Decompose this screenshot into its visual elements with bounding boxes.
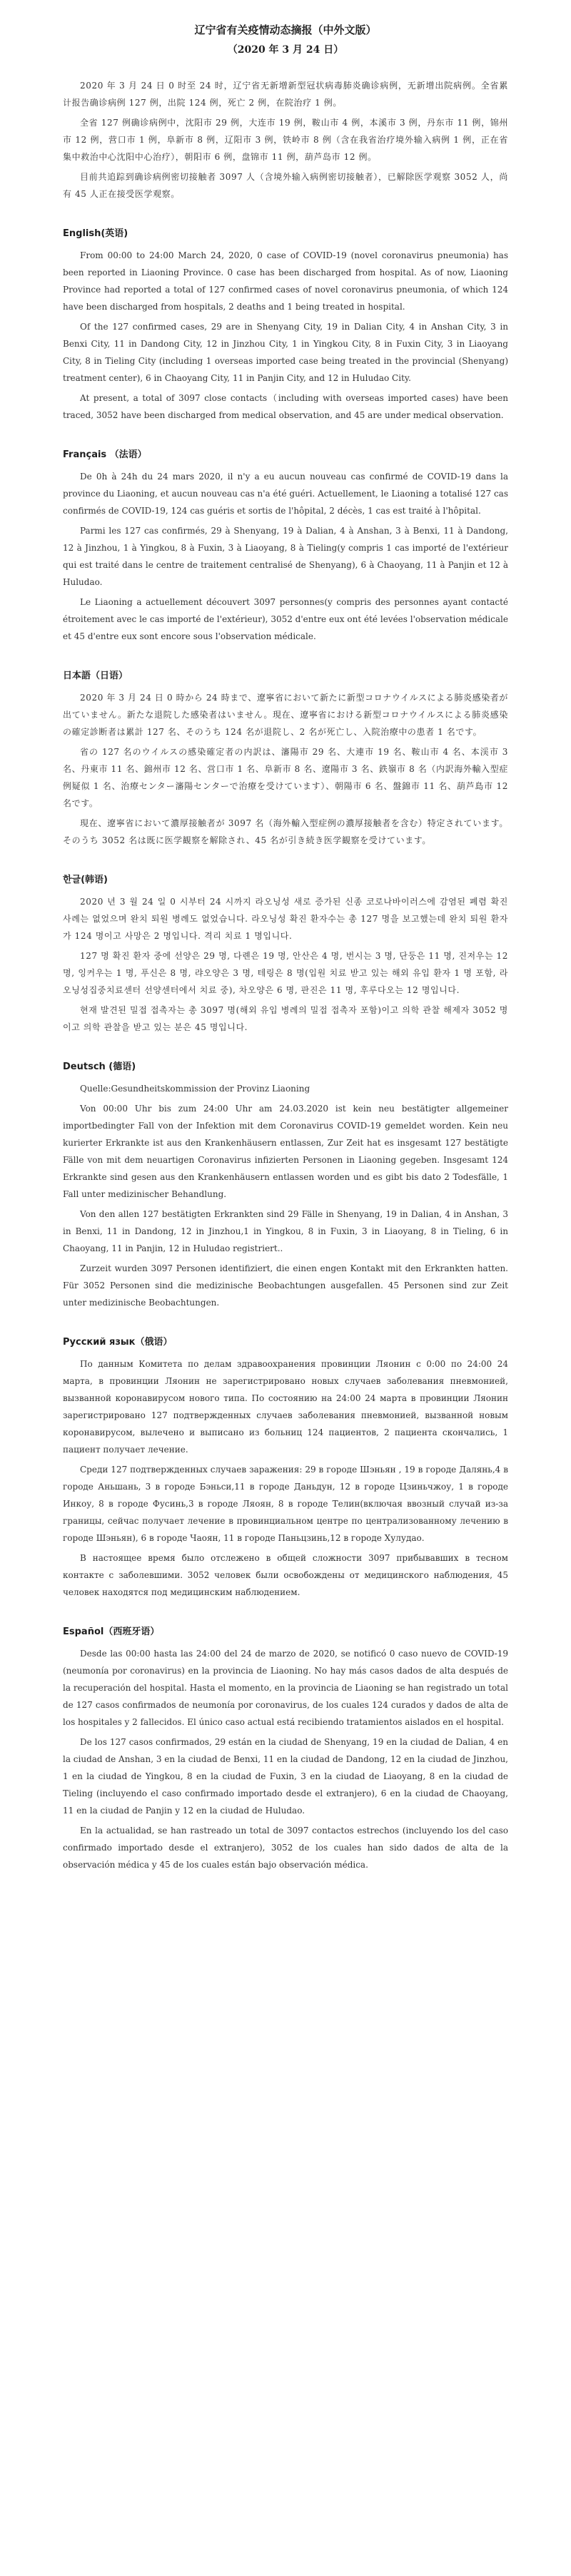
section-heading-french: Français （法语） (63, 449, 147, 460)
paragraph-chinese: 目前共追踪到确诊病例密切接触者 3097 人（含境外输入病例密切接触者），已解除医学观察 3052 人，尚有 45 人正在接受医学观察。 (63, 172, 508, 199)
paragraph-spanish: De los 127 casos confirmados, 29 están en la ciudad de Shenyang, 19 en la ciudad de Dalian, 4 en la ciudad de Anshan, 3 en la ciudad de Benxi, 11 en la ciudad de Dandong, 12 en la ciudad de Jinzhou, 1 en la ciudad de Yingkou, 8 en la ciudad de Fuxin, 3 en la ciudad de Liaoyang, 8 en la ciudad de Tieling (incluyendo el caso confirmado importado desde el extranjero), 6 en la ciudad de Chaoyang, 11 en la ciudad de Panjin y 12 en la ciudad de Huludao. (63, 1737, 508, 1816)
paragraph-english: From 00:00 to 24:00 March 24, 2020, 0 case of COVID-19 (novel coronavirus pneumonia) has been reported in Liaoning Province. 0 case has been discharged from hospital. As of now, Liaoning Province had reported a total of 127 confirmed cases of novel coronavirus pneumonia, of which 124 have been discharged from hospitals, 2 deaths and 1 being treated in hospital. (63, 250, 508, 312)
section-heading-russian: Русский язык（俄语） (63, 1337, 173, 1348)
report-title: 辽宁省有关疫情动态摘报（中外文版） (194, 24, 377, 36)
section-russian (63, 1335, 508, 1601)
paragraph-korean: 현재 발견된 밀접 접촉자는 총 3097 명(해외 유입 병례의 밀접 접촉자 포함)이고 의학 관찰 해제자 3052 명이고 의학 관찰을 받고 있는 분은 45 명입니다. (63, 1005, 508, 1032)
paragraph-chinese: 全省 127 例确诊病例中，沈阳市 29 例，大连市 19 例，鞍山市 4 例，本溪市 3 例，丹东市 11 例，锦州市 12 例，营口市 1 例，阜新市 8 例，辽阳市 3 例，铁岭市 8 例（含在我省治疗境外输入病例 1 例，正在省集中救治中心沈阳中心治疗），朝阳市 6 例，盘锦市 11 例，葫芦岛市 12 例。 (63, 118, 508, 162)
section-english (63, 227, 508, 424)
section-spanish (63, 1625, 508, 1873)
paragraph-french: Parmi les 127 cas confirmés, 29 à Shenyang, 19 à Dalian, 4 à Anshan, 3 à Benxi, 11 à Dandong, 12 à Jinzhou, 1 à Yingkou, 8 à Fuxin, 3 à Liaoyang, 8 à Tieling(y compris 1 cas importé de l'extérieur qui est traité dans le centre de traitement centralisé de Shenyang), 6 à Chaoyang, 11 à Panjin et 12 à Huludao. (63, 526, 508, 587)
section-french (63, 448, 508, 645)
paragraph-spanish: En la actualidad, se han rastreado un total de 3097 contactos estrechos (incluyendo los del caso confirmado importado desde el extranjero), 3052 de los cuales han sido dados de alta de la observación médica y 45 de los cuales están bajo observación médica. (63, 1826, 508, 1870)
paragraph-german: Von den allen 127 bestätigten Erkrankten sind 29 Fälle in Shenyang, 19 in Dalian, 4 in Anshan, 3 in Benxi, 11 in Dandong, 12 in Jinzhou,1 in Yingkou, 8 in Fuxin, 3 in Liaoyang, 8 in Tieling, 6 in Chaoyang, 11 in Panjin, 12 in Huludao registriert.. (63, 1209, 508, 1253)
paragraph-chinese: 2020 年 3 月 24 日 0 时至 24 时，辽宁省无新增新型冠状病毒肺炎确诊病例，无新增出院病例。全省累计报告确诊病例 127 例，出院 124 例，死亡 2 例，在院治疗 1 例。 (63, 81, 508, 108)
section-heading-english: English(英语) (63, 228, 128, 239)
paragraph-japanese: 現在、遼寧省において濃厚接触者が 3097 名（海外輸入型症例の濃厚接触者を含む）特定されています。そのうち 3052 名は既に医学観察を解除され、45 名が引き続き医学観察を受けています。 (63, 818, 508, 845)
paragraph-english: Of the 127 confirmed cases, 29 are in Shenyang City, 19 in Dalian City, 4 in Anshan City, 3 in Benxi City, 11 in Dandong City, 12 in Jinzhou City, 1 in Yingkou City, 8 in Fuxin City, 3 in Liaoyang City, 8 in Tieling City (including 1 overseas imported case being treated in the provincial (Shenyang) treatment center), 6 in Chaoyang City, 11 in Panjin City, and 12 in Huludao City. (63, 322, 508, 383)
paragraph-german: Von 00:00 Uhr bis zum 24:00 Uhr am 24.03.2020 ist kein neu bestätigter allgemeiner importbedingter Fall von der Infektion mit dem Coronavirus COVID-19 gemeldet worden. Kein neu kurierter Erkrankte ist aus den Krankenhäusern entlassen, Zur Zeit hat es insgesamt 127 bestätigte Fälle von mit dem neuartigen Coronavirus infizierten Personen in Liaoning gegeben. Insgesamt 124 Erkrankte sind gesen aus den Krankenhäusern entlassen worden und es gibt bis dato 2 Todesfälle, 1 Fall unter medizinischer Behandlung. (63, 1104, 508, 1199)
section-chinese (63, 77, 508, 203)
paragraph-german: Quelle:Gesundheitskommission der Provinz Liaoning (80, 1084, 310, 1094)
paragraph-russian: По данным Комитета по делам здравоохранения провинции Ляонин с 0:00 по 24:00 24 марта, в провинции Ляонин не зарегистрировано новых случаев заболевания пневмонией, вызванной коронавирусом нового типа. По состоянию на 24:00 24 марта в провинции Ляонин зарегистрировано 127 подтвержденных случаев заболевания пневмонией, вызванной новым коронавирусом, вылечено и выписано из больниц 124 пациентов, 2 пациента скончались, 1 пациент получает лечение. (63, 1359, 508, 1455)
paragraph-japanese: 2020 年 3 月 24 日 0 時から 24 時まで、遼寧省において新たに新型コロナウイルスによる肺炎感染者が出ていません。新たな退院した感染者はいません。現在、遼寧省における新型コロナウイルスによる肺炎感染の確定診断者は累計 127 名、そのうち 124 名が退院し、2 名が死亡し、入院治療中の患者 1 名です。 (63, 693, 508, 737)
paragraph-french: Le Liaoning a actuellement découvert 3097 personnes(y compris des personnes ayant contacté étroitement avec le cas importé de l'extérieur), 3052 d'entre eux ont été levées l'observation médicale et 45 d'entre eux sont encore sous l'observation médicale. (63, 597, 508, 641)
paragraph-spanish: Desde las 00:00 hasta las 24:00 del 24 de marzo de 2020, se notificó 0 caso nuevo de COVID-19 (neumonía por coronavirus) en la provincia de Liaoning. No hay más casos dados de alta después de la recuperación del hospital. Hasta el momento, en la provincia de Liaoning se han registrado un total de 127 casos confirmados de neumonía por coronavirus, de los cuales 124 curados y dados de alta de los hospitales y 2 fallecidos. El único caso actual está recibiendo tratamientos aislados en el hospital. (63, 1649, 508, 1727)
paragraph-korean: 2020 년 3 월 24 일 0 시부터 24 시까지 라오닝성 새로 증가된 신종 코로나바이러스에 감염된 폐렴 확진 사례는 없었으며 완치 퇴원 병례도 없었습니다. 라오닝성 확진 환자수는 총 127 명을 보고했는데 완치 퇴원 환자가 124 명이고 사망은 2 명입니다. 격리 치료 1 명입니다. (63, 897, 508, 941)
paragraph-french: De 0h à 24h du 24 mars 2020, il n'y a eu aucun nouveau cas confirmé de COVID-19 dans la province du Liaoning, et aucun nouveau cas n'a été guéri. Actuellement, le Liaoning a totalisé 127 cas confirmés de COVID-19, 124 cas guéris et sortis de l'hôpital, 2 décès, 1 cas est traité à l'hôpital. (63, 472, 508, 516)
report-date: （2020 年 3 月 24 日） (227, 44, 344, 56)
section-heading-japanese: 日本語（日语） (63, 671, 128, 681)
paragraph-japanese: 省の 127 名のウイルスの感染確定者の内訳は、瀋陽市 29 名、大連市 19 名、鞍山市 4 名、本渓市 3 名、丹東市 11 名、錦州市 12 名、営口市 1 名、阜新市 8 名、遼陽市 3 名、鉄嶺市 8 名（内訳海外輸入型症例疑似 1 名、治療センター瀋陽センターで治療を受けています）、朝陽市 6 名、盤錦市 11 名、葫芦島市 12 名です。 (63, 747, 508, 808)
paragraph-german: Zurzeit wurden 3097 Personen identifiziert, die einen engen Kontakt mit den Erkrankten hatten. Für 3052 Personen sind die medizinische Beobachtungen ausgefallen. 45 Personen sind zur Zeit unter medizinische Beobachtungen. (63, 1263, 508, 1308)
section-korean (63, 873, 508, 1036)
section-heading-german: Deutsch (德语) (63, 1062, 136, 1072)
language-sections (63, 77, 508, 1873)
section-heading-korean: 한글(韩语) (63, 875, 108, 885)
section-german (63, 1060, 508, 1311)
paragraph-russian: Среди 127 подтвержденных случаев заражения: 29 в городе Шэньян , 19 в городе Далянь,4 в городе Аньшань, 3 в городе Бэньси,11 в городе Даньдун, 12 в городе Цзиньчжоу, 1 в городе Инкоу, 8 в городе Фусинь,3 в городе Ляоян, 8 в городе Телин(включая ввозный случай из-за границы, сейчас получает лечение в провинциальном центре по централизованному лечению в городе Шэньян), 6 в городе Чаоян, 11 в городе Паньцзинь,12 в городе Хулудао. (63, 1465, 508, 1543)
section-japanese (63, 669, 508, 849)
section-heading-spanish: Español（西班牙语） (63, 1626, 160, 1637)
paragraph-english: At present, a total of 3097 close contacts（including with overseas imported cases) have been traced, 3052 have been discharged from medical observation, and 45 are under medical observation. (63, 393, 508, 420)
paragraph-russian: В настоящее время было отслежено в общей сложности 3097 прибывавших в тесном контакте с заболевшими. 3052 человек были освобождены от медицинского наблюдения, 45 человек находятся под медицинским наблюдением. (63, 1553, 508, 1597)
paragraph-korean: 127 명 확진 환자 중에 선양은 29 명, 다롄은 19 명, 안산은 4 명, 번시는 3 명, 단둥은 11 명, 진저우는 12 명, 잉커우는 1 명, 푸신은 8 명, 랴오양은 3 명, 테링은 8 명(입원 치료 받고 있는 해외 유입 환자 1 명 포함, 라오닝성집중치료센터 선양센터에서 치료 중), 차오양은 6 명, 판진은 11 명, 후루다오는 12 명입니다. (63, 951, 508, 995)
